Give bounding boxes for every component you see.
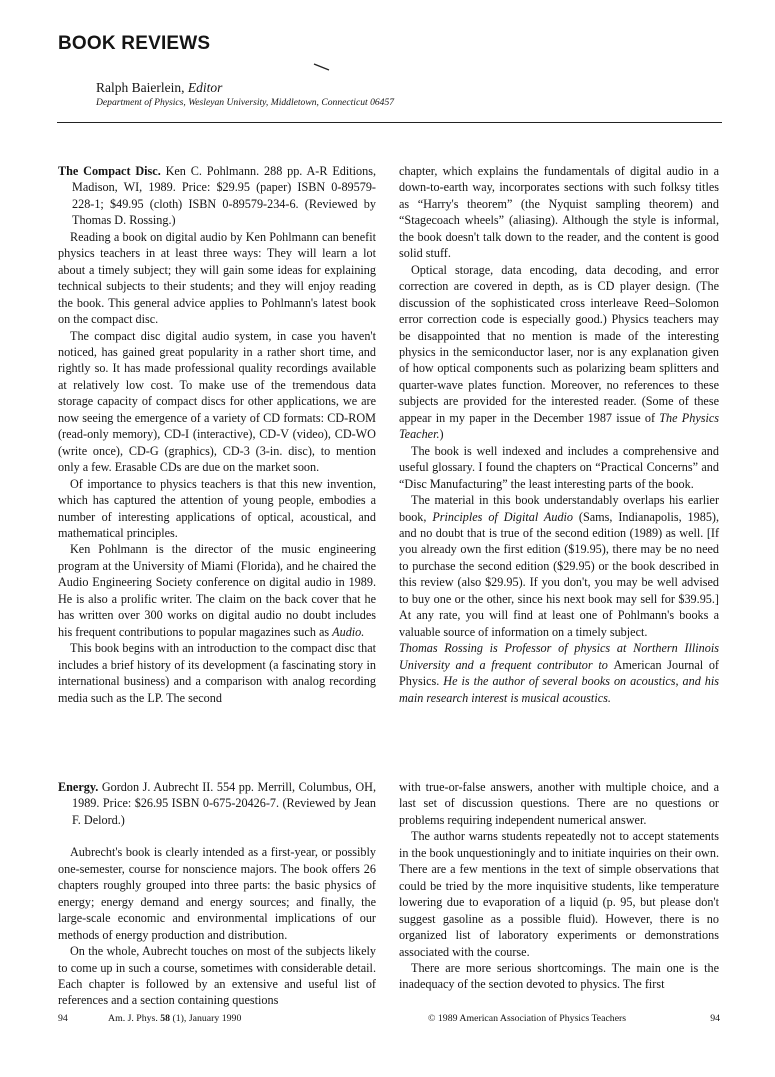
- review1-paragraph: This book begins with an introduction to the compact disc that includes a brief history of its development (a fascinating story in international business) and a comparison with analog recording media such as the LP. The second: [58, 641, 376, 705]
- text-run: Ken Pohlmann is the director of the music engineering program at the University of Miami (Florida), and he chaired the Audio Engineering Society conference on digital audio in 1989. He is also a prolific writer. The claim on the back cover that he has written over 300 works on digital audio no doubt includes his frequent contributions to popular magazines such as: [58, 542, 376, 639]
- page-number-left: 94: [58, 1013, 68, 1024]
- review1-paragraph: [399, 262, 719, 443]
- review1-paragraph: The book is well indexed and includes a comprehensive and useful glossary. I found the chapters on “Practical Concerns” and “Disc Manufacturing” the least interesting parts of the book.: [399, 443, 719, 491]
- review2-paragraph: There are more serious shortcomings. The main one is the inadequacy of the section devoted to physics. The first: [399, 960, 719, 992]
- header-rule: [57, 122, 722, 123]
- review1-bibliography: Ken C. Pohlmann. 288 pp. A-R Editions, Madison, WI, 1989. Price: $29.95 (paper) ISBN 0-89579-228-1; $49.95 (cloth) ISBN 0-89579-234-6. (Reviewed by Thomas D. Rossing.): [72, 164, 376, 228]
- text-run: Thomas Rossing is Professor of physics at Northern Illinois University and a frequent contributor to: [399, 641, 719, 672]
- editor-line: [96, 80, 222, 96]
- magazine-title: Audio.: [332, 624, 365, 639]
- journal-abbrev: Am. J. Phys.: [108, 1013, 158, 1024]
- volume-number: 58: [160, 1013, 171, 1024]
- editor-affiliation: Department of Physics, Wesleyan University, Middletown, Connecticut 06457: [96, 97, 395, 108]
- review2-paragraph: On the whole, Aubrecht touches on most of the subjects likely to come up in such a course, sometimes with considerable detail. Each chapter is followed by an extensive and useful list of references and a section containing questions: [58, 944, 376, 1008]
- text-run: (Sams, Indianapolis, 1985), and no doubt that is true of the second edition (1989) as well. [If you already own the first edition ($19.95), there may be no need to purchase the second edition ($29.95) or the book described in this review (also $29.95). If you don't, you may be well advised to buy one or the other, since his next book may sell for $39.95.] At any rate, you will find at least one of Pohlmann's books a valuable source of information on a timely subject.: [399, 509, 720, 639]
- review1-heading: [58, 163, 376, 229]
- book-title: Principles of Digital Audio: [432, 509, 574, 524]
- stray-mark: [313, 63, 330, 72]
- review1-title: The Compact Disc.: [58, 164, 161, 178]
- review1-paragraph: chapter, which explains the fundamentals of digital audio in a down-to-earth way, incorporates sections with such folksy titles as “Harry's theorem” (the Nyquist sampling theorem) and “Stagecoach wheels” (aliasing). Although the style is informal, the book doesn't talk down to the reader, and the content is good solid stuff.: [399, 164, 719, 261]
- issue-date: (1), January 1990: [170, 1013, 242, 1024]
- reviewer-bio: [399, 640, 719, 706]
- journal-title: American Journal of Physics.: [399, 657, 719, 689]
- section-title: BOOK REVIEWS: [58, 33, 211, 54]
- review2-left-column: [58, 779, 376, 1009]
- review1-paragraph: Reading a book on digital audio by Ken Pohlmann can benefit physics teachers in at least three ways: They will learn a lot about a timely subject; they will gain some ideas for explaining technical subjects to their students; and they will enjoy reading the book. This general advice applies to Pohlmann's latest book on the compact disc.: [58, 229, 376, 327]
- text-run: ): [439, 427, 444, 442]
- text-run: The material in this book understandably overlaps his earlier book,: [399, 493, 719, 524]
- review2-paragraph: Aubrecht's book is clearly intended as a first-year, or possibly one-semester, course for nonscience majors. The book offers 26 chapters roughly grouped into three parts: the basic physics of energy; energy demand and energy sources; and finally, the large-scale economic and environmental implications of our methods of energy production and distribution.: [58, 845, 376, 942]
- review1-paragraph: The compact disc digital audio system, in case you haven't noticed, has gained great popularity in a rather short time, and rightly so. It has made professional quality recordings available at relatively low cost. To make use of the tremendous data storage capacity of compact discs for other applications, we are now seeing the emergence of a variety of CD formats: CD-ROM (read-only memory), CD-I (interactive), CD-V (video), CD-WO (write once), CD-G (graphics), CD-3 (3-in. disc), to mention only a few. Erasable CDs are due on the market soon.: [58, 328, 376, 475]
- editor-name: Ralph Baierlein,: [96, 80, 185, 95]
- review1-paragraph: [399, 492, 719, 640]
- review2-paragraph: The author warns students repeatedly not to accept statements in the book unquestioningly and to initiate inquiries on their own. There are a few mentions in the text of simple observations that could be tried by the more inquisitive students, like temperature lowering due to evaporation of a liquid (p. 95, but please don't suggest gasoline as a possible fluid). However, there is no organized list of laboratory experiments or demonstrations associated with the course.: [399, 829, 719, 959]
- review2-paragraph: with true-or-false answers, another with multiple choice, and a last set of discussion questions. There are no questions or problems requiring independent numerical answer.: [399, 780, 719, 827]
- review1-paragraph: Of importance to physics teachers is that this new invention, which has captured the attention of young people, embodies a number of interesting applications of optical, acoustical, and mathematical principles.: [58, 476, 376, 540]
- journal-title: The Physics Teacher.: [399, 410, 720, 442]
- page-number-right: 94: [710, 1013, 720, 1024]
- review1-right-column: [399, 163, 719, 706]
- text-run: Optical storage, data encoding, data decoding, and error correction are covered in depth, as is CD player design. (The discussion of the sophisticated cross interleave Reed–Solomon error correction code is especially good.) Physics teachers may be disappointed that no mention is made of the interesting physics in the semiconductor laser, nor is any explanation given of how optical components such as polarizing beam splitters and quarter-wave plates function. Moreover, no references to these subjects are provided for the interested reader. (Some of these appear in my paper in the December 1987 issue of: [399, 262, 719, 425]
- review1-left-column: [58, 163, 376, 706]
- review2-heading: [58, 779, 376, 828]
- text-run: He is the author of several books on acoustics, and his main research interest is musical acoustics.: [399, 674, 719, 705]
- review1-paragraph: [58, 541, 376, 640]
- journal-citation: [108, 1013, 241, 1024]
- review2-right-column: [399, 779, 719, 993]
- editor-role: Editor: [187, 80, 223, 95]
- copyright-notice: © 1989 American Association of Physics Teachers: [428, 1013, 627, 1024]
- review2-bibliography: Gordon J. Aubrecht II. 554 pp. Merrill, Columbus, OH, 1989. Price: $26.95 ISBN 0-675-20426-7. (Reviewed by Jean F. Delord.): [72, 780, 376, 827]
- review2-title: Energy.: [58, 780, 99, 794]
